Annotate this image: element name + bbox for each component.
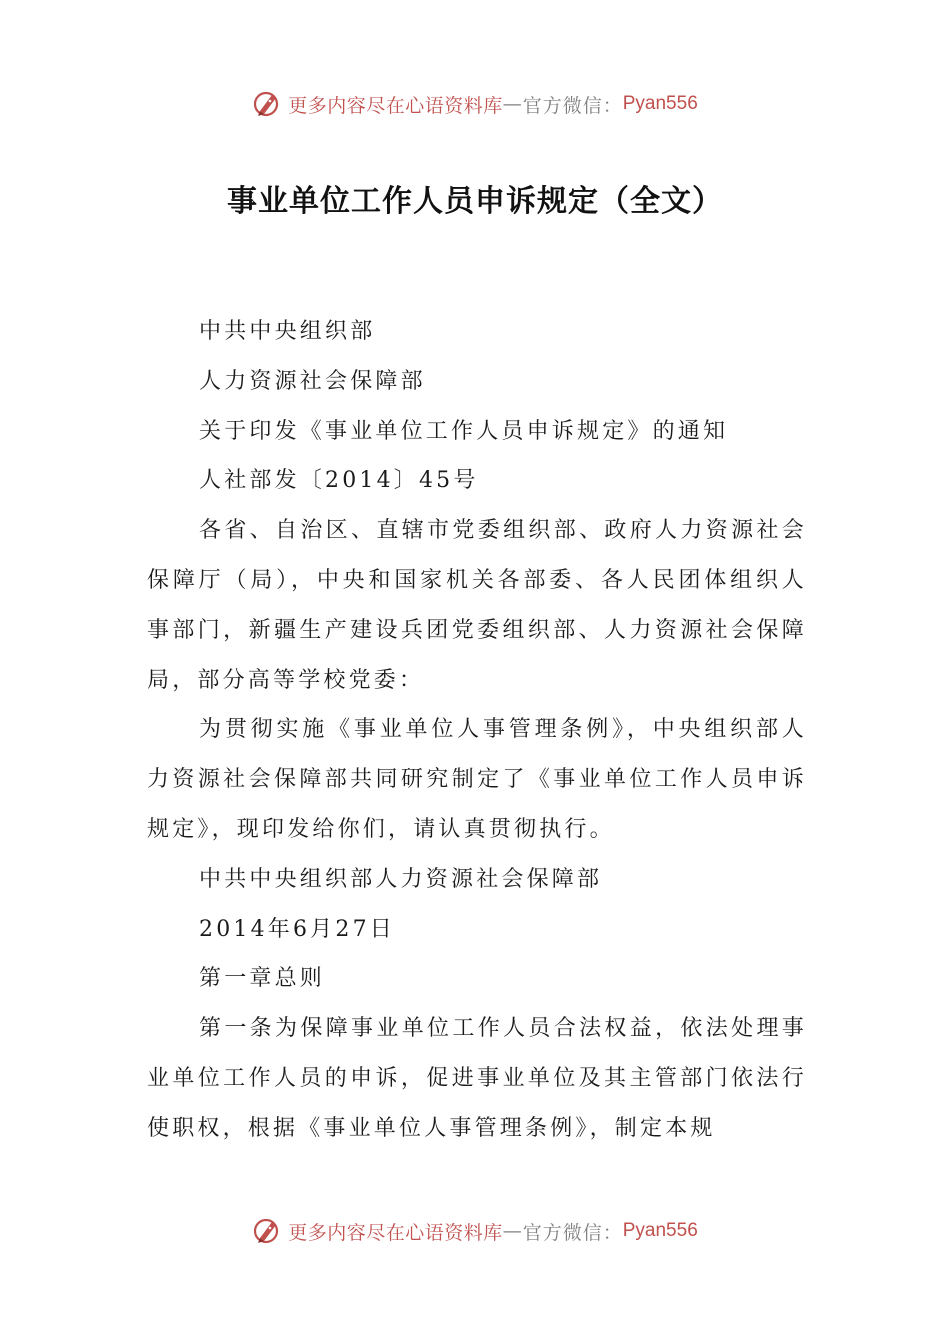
banner-wechat-id: Pyan556 xyxy=(622,93,698,114)
document-body xyxy=(147,307,807,1154)
notice-paragraph: 为贯彻实施《事业单位人事管理条例》，中央组织部人力资源社会保障部共同研究制定了《事业单位工作人员申诉规定》，现印发给你们，请认真贯彻执行。 xyxy=(147,717,807,842)
document-number: 人社部发〔2014〕45号 xyxy=(199,468,479,494)
banner-main-text: 更多内容尽在心语资料库 xyxy=(288,1221,503,1244)
issuer-line-1: 中共中央组织部 xyxy=(199,319,376,344)
footer-banner xyxy=(0,1211,950,1251)
notice-title: 关于印发《事业单位工作人员申诉规定》的通知 xyxy=(199,418,729,444)
article-1-paragraph: 第一条为保障事业单位工作人员合法权益，依法处理事业单位工作人员的申诉，促进事业单位及其主管部门依法行使职权，根据《事业单位人事管理条例》，制定本规 xyxy=(147,1016,807,1141)
header-banner xyxy=(0,84,950,124)
pen-nib-circle-icon xyxy=(252,1216,282,1246)
recipients-paragraph: 各省、自治区、直辖市党委组织部、政府人力资源社会保障厅（局），中央和国家机关各部委、各人民团体组织人事部门，新疆生产建设兵团党委组织部、人力资源社会保障局，部分高等学校党委： xyxy=(147,518,807,693)
banner-sub-text: 官方微信： xyxy=(522,94,623,117)
banner-dash: — xyxy=(502,93,523,115)
banner-main-text: 更多内容尽在心语资料库 xyxy=(288,94,503,117)
banner-dash: — xyxy=(502,1220,523,1242)
banner-sub-text: 官方微信： xyxy=(522,1221,623,1244)
issuer-line-2: 人力资源社会保障部 xyxy=(199,368,426,394)
signature-line: 中共中央组织部人力资源社会保障部 xyxy=(199,866,603,892)
date-line: 2014年6月27日 xyxy=(199,916,395,942)
chapter-heading: 第一章总则 xyxy=(199,966,326,992)
pen-nib-circle-icon xyxy=(252,89,282,119)
document-title: 事业单位工作人员申诉规定（全文） xyxy=(227,184,723,219)
banner-wechat-id: Pyan556 xyxy=(622,1220,698,1241)
